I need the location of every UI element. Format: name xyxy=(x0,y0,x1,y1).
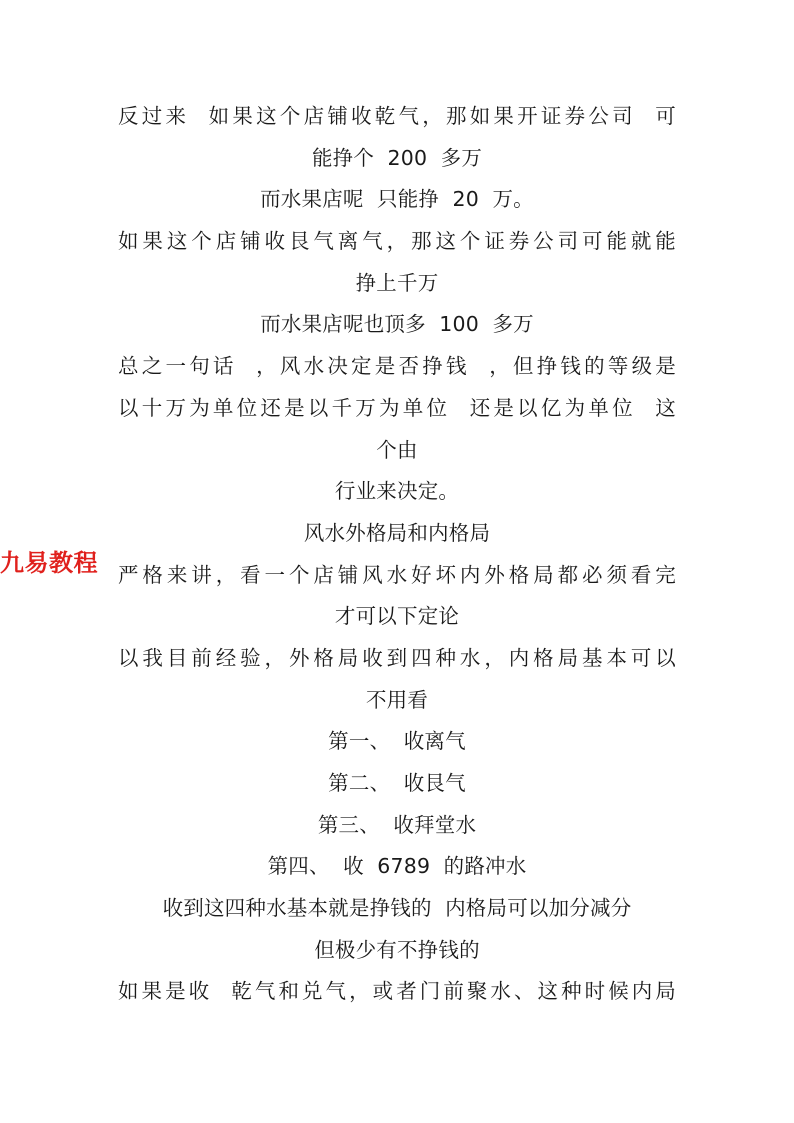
paragraph-line: 以我目前经验，外格局收到四种水，内格局基本可以 xyxy=(118,645,676,670)
list-item: 第二、 收艮气 xyxy=(328,771,466,795)
document-body xyxy=(118,96,676,1013)
watermark-logo: 九易教程 xyxy=(0,549,98,577)
paragraph-line: 才可以下定论 xyxy=(334,604,460,629)
paragraph-line: 如果是收 乾气和兑气，或者门前聚水、这种时候内局 xyxy=(118,979,676,1004)
paragraph-line: 而水果店呢也顶多 100 多万 xyxy=(260,312,534,337)
paragraph-line: 以十万为单位还是以千万为单位 还是以亿为单位 这 xyxy=(118,395,676,420)
paragraph-line: 总之一句话 ，风水决定是否挣钱 ，但挣钱的等级是 xyxy=(118,354,676,379)
list-item: 第四、 收 6789 的路冲水 xyxy=(267,854,527,879)
paragraph-line: 而水果店呢 只能挣 20 万。 xyxy=(260,187,534,212)
paragraph-line: 不用看 xyxy=(365,687,429,712)
paragraph-line: 反过来 如果这个店铺收乾气，那如果开证券公司 可 xyxy=(118,104,676,128)
paragraph-line: 收到这四种水基本就是挣钱的 内格局可以加分减分 xyxy=(162,896,632,921)
paragraph-line: 但极少有不挣钱的 xyxy=(314,937,480,962)
list-item: 第三、 收拜堂水 xyxy=(317,812,477,837)
paragraph-line: 行业来决定。 xyxy=(334,479,460,504)
paragraph-line: 挣上千万 xyxy=(355,270,439,295)
list-item: 第一、 收离气 xyxy=(328,729,466,754)
paragraph-line: 能挣个 200 多万 xyxy=(311,145,483,170)
paragraph-line: 严格来讲，看一个店铺风水好坏内外格局都必须看完 xyxy=(118,562,676,587)
paragraph-line: 个由 xyxy=(376,437,418,462)
paragraph-line: 如果这个店铺收艮气离气，那这个证券公司可能就能 xyxy=(118,229,676,254)
section-heading: 风水外格局和内格局 xyxy=(303,520,491,545)
